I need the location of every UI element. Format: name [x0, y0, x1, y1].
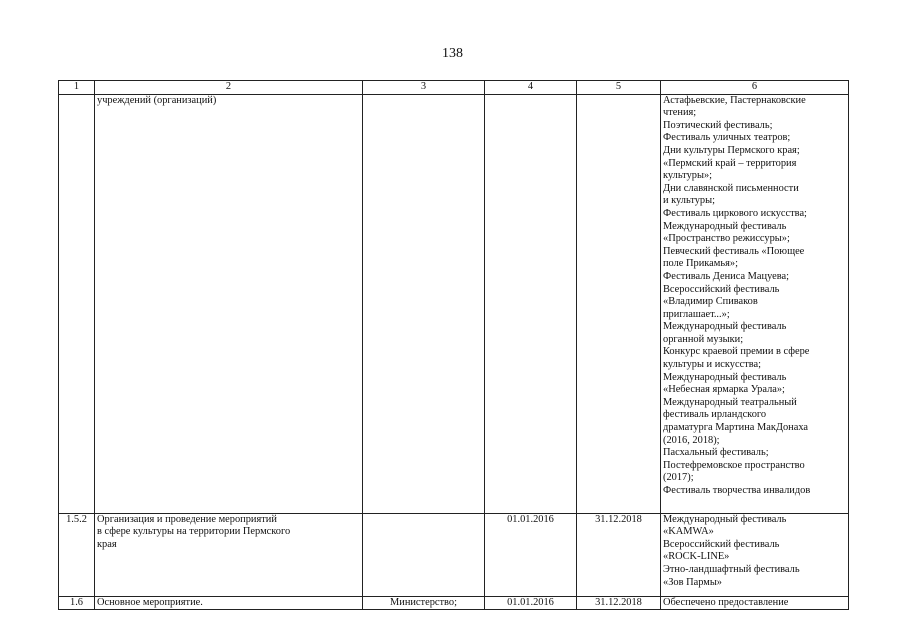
text-line: (2016, 2018); [663, 434, 720, 446]
page-number: 138 [442, 46, 463, 61]
activity-name-cell [95, 596, 363, 610]
end-date-cell: 31.12.2018 [577, 596, 661, 610]
text-line: «Пространство режиссуры»; [663, 233, 790, 245]
text-line: (2017); [663, 472, 694, 484]
text-line: Фестиваль Дениса Мацуева; [663, 270, 790, 282]
text-line: поле Прикамья»; [663, 258, 738, 270]
row-number-cell: 1.6 [59, 596, 95, 610]
text-line: учреждений (организаций) [97, 94, 217, 106]
text-line: Всероссийский фестиваль [663, 283, 780, 295]
end-date-cell [577, 94, 661, 513]
column-number-1: 1 [59, 81, 95, 95]
document-table [58, 80, 849, 610]
column-number-6: 6 [661, 81, 849, 95]
text-line: «Небесная ярмарка Урала»; [663, 384, 785, 396]
text-line: культуры и искусства; [663, 359, 761, 371]
text-line: культуры»; [663, 170, 713, 182]
text-line: драматурга Мартина МакДонаха [663, 422, 809, 434]
responsible-cell [363, 94, 485, 513]
text-line: и культуры; [663, 195, 715, 207]
text-line: Международный фестиваль [663, 371, 787, 383]
text-line: органной музыки; [663, 333, 744, 345]
text-line: фестиваль ирландского [663, 409, 767, 421]
text-line: Международный фестиваль [663, 513, 787, 525]
text-line: Международный фестиваль [663, 220, 787, 232]
row-number-cell: 1.5.2 [59, 513, 95, 596]
text-line: Международный театральный [663, 396, 797, 408]
column-number-4: 4 [485, 81, 577, 95]
text-line: «Владимир Спиваков [663, 296, 758, 308]
end-date-cell: 31.12.2018 [577, 513, 661, 596]
text-line: Постефремовское пространство [663, 459, 805, 471]
responsible-cell [363, 513, 485, 596]
text-line: Дни культуры Пермского края; [663, 144, 800, 156]
table-row [59, 513, 849, 596]
text-line: Фестиваль уличных театров; [663, 132, 791, 144]
text-line: Певческий фестиваль «Поющее [663, 245, 805, 257]
text-line: Поэтический фестиваль; [663, 119, 773, 131]
text-line: Дни славянской письменности [663, 182, 799, 194]
text-line: Пасхальный фестиваль; [663, 447, 769, 459]
table-row [59, 596, 849, 610]
start-date-cell: 01.01.2016 [485, 513, 577, 596]
column-number-5: 5 [577, 81, 661, 95]
text-line: Организация и проведение мероприятий [97, 513, 277, 525]
start-date-cell [485, 94, 577, 513]
table-row [59, 94, 849, 513]
text-line: Международный фестиваль [663, 321, 787, 333]
row-number-cell [59, 94, 95, 513]
text-line: «ROCK-LINE» [663, 551, 730, 563]
column-number-2: 2 [95, 81, 363, 95]
text-line: приглашает...»; [663, 308, 730, 320]
text-line: в сфере культуры на территории Пермского [97, 526, 291, 538]
text-line: чтения; [663, 107, 697, 119]
text-line: Этно-ландшафтный фестиваль [663, 563, 800, 575]
text-line: Астафьевские, Пастернаковские [663, 94, 806, 106]
text-line: «Зов Пармы» [663, 576, 723, 588]
result-cell [661, 513, 849, 596]
result-cell [661, 596, 849, 610]
text-line: Основное мероприятие. [97, 596, 203, 608]
activity-name-cell [95, 513, 363, 596]
column-number-3: 3 [363, 81, 485, 95]
text-line: Фестиваль творчества инвалидов [663, 485, 811, 496]
result-cell [661, 94, 849, 513]
text-line: «Пермский край – территория [663, 157, 797, 169]
activity-name-cell [95, 94, 363, 513]
text-line: Фестиваль циркового искусства; [663, 207, 807, 219]
start-date-cell: 01.01.2016 [485, 596, 577, 610]
text-line: Обеспечено предоставление [663, 596, 789, 608]
text-line: Всероссийский фестиваль [663, 538, 780, 550]
text-line: края [97, 538, 117, 550]
table-header-row [59, 81, 849, 95]
responsible-cell: Министерство; [363, 596, 485, 610]
text-line: «KAMWA» [663, 526, 714, 538]
text-line: Конкурс краевой премии в сфере [663, 346, 810, 358]
